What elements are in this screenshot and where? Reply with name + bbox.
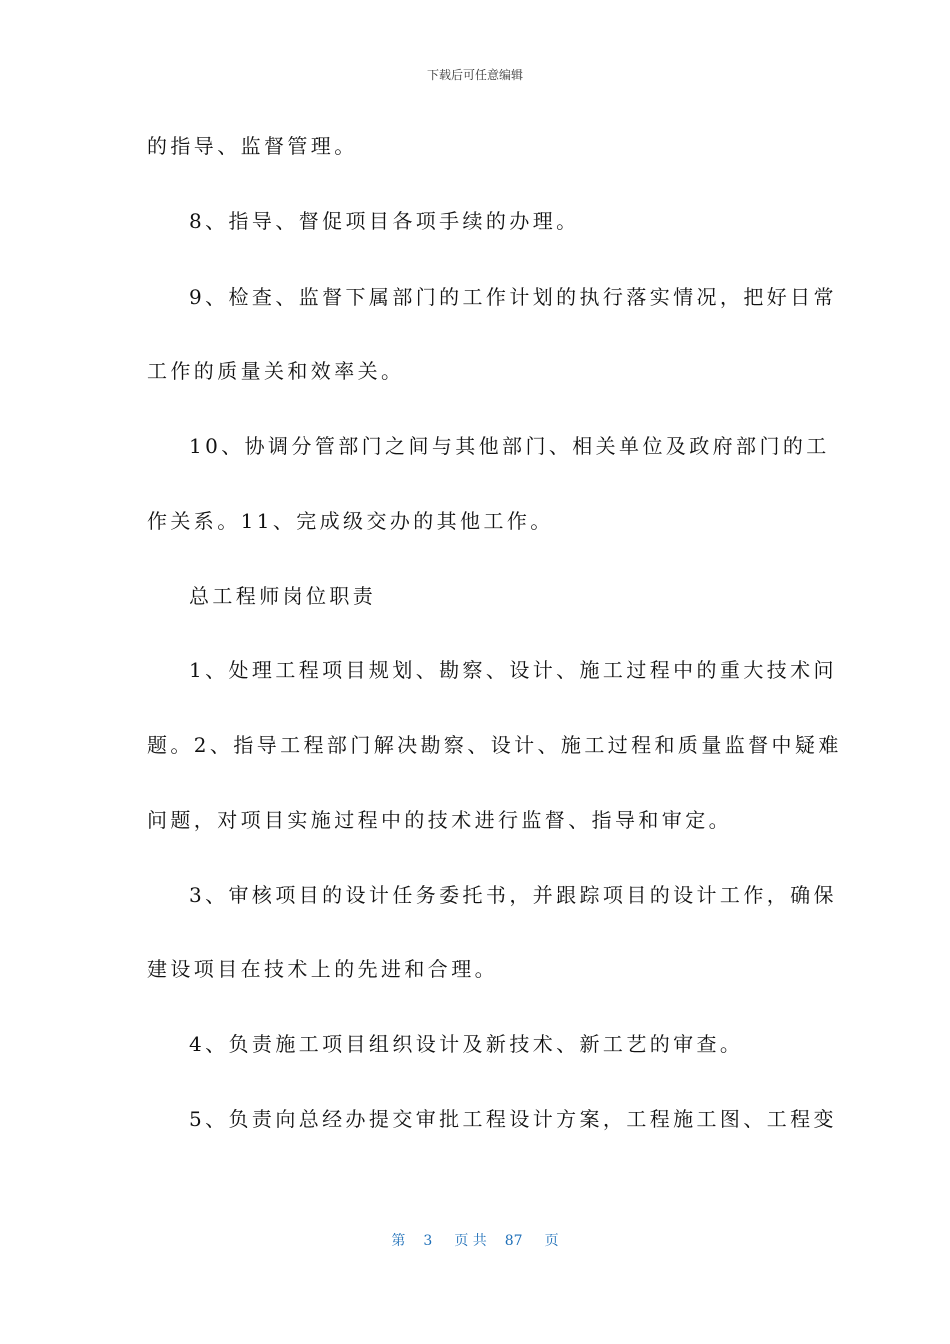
page-footer [0, 1230, 950, 1250]
footer-page-number: 3 [423, 1233, 433, 1249]
footer-suffix: 页 [544, 1233, 559, 1249]
footer-total-pages: 87 [504, 1233, 523, 1249]
body-line-6: 作关系。11、完成级交办的其他工作。 [147, 509, 554, 533]
body-line-3: 9、检查、监督下属部门的工作计划的执行落实情况，把好日常 [189, 285, 837, 309]
footer-middle: 页 共 [454, 1233, 487, 1249]
body-line-11: 3、审核项目的设计任务委托书，并跟踪项目的设计工作，确保 [189, 883, 837, 907]
body-line-1: 的指导、监督管理。 [147, 134, 358, 158]
page-header: 下载后可任意编辑 [426, 68, 523, 82]
footer-prefix: 第 [391, 1233, 406, 1249]
body-line-9: 题。2、指导工程部门解决勘察、设计、施工过程和质量监督中疑难 [147, 733, 842, 757]
body-line-14: 5、负责向总经办提交审批工程设计方案，工程施工图、工程变 [189, 1107, 837, 1131]
body-line-4: 工作的质量关和效率关。 [147, 359, 405, 383]
body-line-8: 1、处理工程项目规划、勘察、设计、施工过程中的重大技术问 [189, 658, 837, 682]
body-line-12: 建设项目在技术上的先进和合理。 [147, 957, 498, 981]
body-line-10: 问题，对项目实施过程中的技术进行监督、指导和审定。 [147, 808, 732, 832]
body-line-13: 4、负责施工项目组织设计及新技术、新工艺的审查。 [189, 1032, 744, 1056]
body-line-2: 8、指导、督促项目各项手续的办理。 [189, 209, 580, 233]
body-line-5: 10、协调分管部门之间与其他部门、相关单位及政府部门的工 [189, 434, 830, 458]
section-heading: 总工程师岗位职责 [189, 584, 377, 608]
